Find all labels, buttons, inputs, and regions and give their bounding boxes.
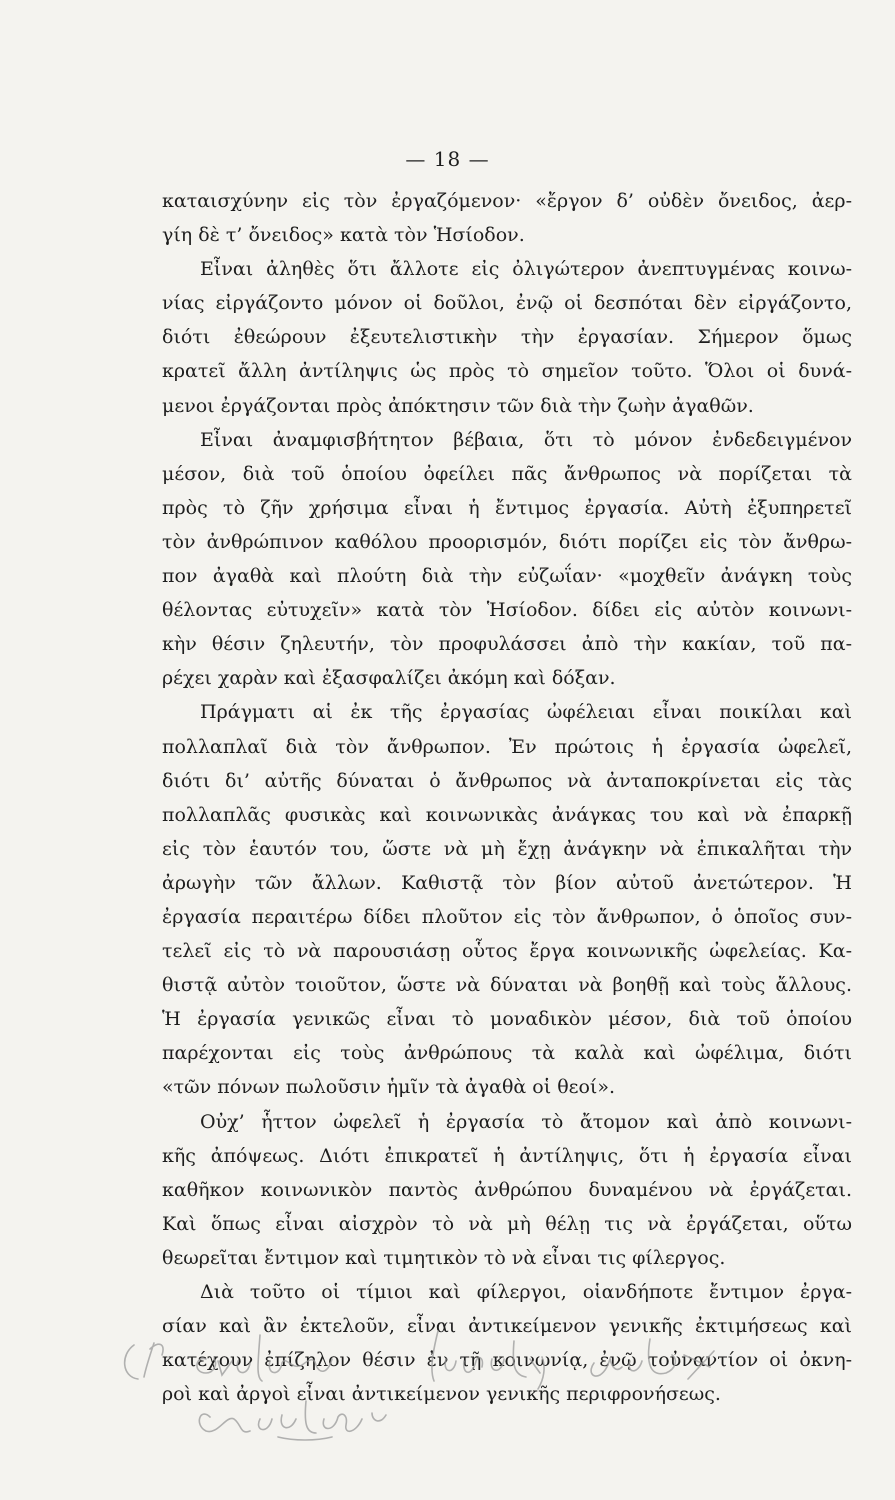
text-line: ρέχει χαρὰν καὶ ἐξασφαλίζει ἀκόμη καὶ δόξαν. [162,667,616,690]
text-line: σίαν καὶ ἂν ἐκτελοῦν, εἶναι ἀντικείμενον γενικῆς ἐκτιμήσεως καὶ [162,1315,852,1338]
text-line: ἀρωγὴν τῶν ἄλλων. Καθιστᾷ τὸν βίον αὐτοῦ ἀνετώτερον. Ἡ [162,871,852,894]
text-line: διότι δι’ αὐτῆς δύναται ὁ ἄνθρωπος νὰ ἀνταποκρίνεται εἰς τὰς [162,769,852,792]
text-line: κρατεῖ ἄλλη ἀντίληψις ὡς πρὸς τὸ σημεῖον τοῦτο. Ὅλοι οἱ δυνά- [162,360,852,383]
text-line: παρέχονται εἰς τοὺς ἀνθρώπους τὰ καλὰ καὶ ὠφέλιμα, διότι [162,1042,852,1065]
text-line: ροὶ καὶ ἀργοὶ εἶναι ἀντικείμενον γενικῆς περιφρονήσεως. [162,1383,721,1406]
text-line: ἐργασία περαιτέρω δίδει πλοῦτον εἰς τὸν ἄνθρωπον, ὁ ὁποῖος συν- [162,905,852,928]
text-line: διότι ἐθεώρουν ἐξευτελιστικὴν τὴν ἐργασίαν. Σήμερον ὅμως [162,326,852,349]
text-line: Καὶ ὅπως εἶναι αἰσχρὸν τὸ νὰ μὴ θέλῃ τις νὰ ἐργάζεται, οὕτω [162,1212,852,1235]
text-line: θιστᾷ αὐτὸν τοιοῦτον, ὥστε νὰ δύναται νὰ βοηθῇ καὶ τοὺς ἄλλους. [162,974,852,997]
text-line: Διὰ τοῦτο οἱ τίμιοι καὶ φίλεργοι, οἱανδήποτε ἔντιμον ἐργα- [200,1281,852,1303]
text-line: πολλαπλᾶς φυσικὰς καὶ κοινωνικὰς ἀνάγκας του καὶ νὰ ἐπαρκῇ [162,803,852,826]
text-line: καθῆκον κοινωνικὸν παντὸς ἀνθρώπου δυναμένου νὰ ἐργάζεται. [162,1178,852,1201]
text-line: κατέχουν ἐπίζηλον θέσιν ἐν τῇ κοινωνίᾳ, ἐνῷ τοὐναντίον οἱ ὀκνη- [162,1349,852,1372]
text-line: Ἡ ἐργασία γενικῶς εἶναι τὸ μοναδικὸν μέσον, διὰ τοῦ ὁποίου [162,1008,852,1031]
text-line: τὸν ἀνθρώπινον καθόλου προορισμόν, διότι πορίζει εἰς τὸν ἄνθρω- [162,530,852,553]
text-line: Οὐχ’ ἧττον ὠφελεῖ ἡ ἐργασία τὸ ἄτομον καὶ ἀπὸ κοινωνι- [200,1110,852,1133]
text-line: κῆς ἀπόψεως. Διότι ἐπικρατεῖ ἡ ἀντίληψις, ὅτι ἡ ἐργασία εἶναι [162,1144,852,1167]
text-line: τελεῖ εἰς τὸ νὰ παρουσιάσῃ οὗτος ἔργα κοινωνικῆς ὠφελείας. Κα- [162,940,852,963]
text-line: μέσον, διὰ τοῦ ὁποίου ὀφείλει πᾶς ἄνθρωπος νὰ πορίζεται τὰ [162,462,852,485]
text-line: γίη δὲ τ’ ὄνειδος» κατὰ τὸν Ἡσίοδον. [162,224,525,247]
pencil-handwriting-annotation [110,1315,830,1455]
page-number: — 18 — [405,147,490,171]
body-text [162,184,852,1411]
text-line: «τῶν πόνων πωλοῦσιν ἡμῖν τὰ ἀγαθὰ οἱ θεοί». [162,1076,616,1099]
text-line: θέλοντας εὐτυχεῖν» κατὰ τὸν Ἡσίοδον. δίδει εἰς αὐτὸν κοινωνι- [162,599,852,622]
text-line: εἰς τὸν ἑαυτόν του, ὥστε νὰ μὴ ἔχῃ ἀνάγκην νὰ ἐπικαλῆται τὴν [162,837,852,860]
text-line: Πράγματι αἱ ἐκ τῆς ἐργασίας ὠφέλειαι εἶναι ποικίλαι καὶ [200,701,852,724]
text-line: πρὸς τὸ ζῆν χρήσιμα εἶναι ἡ ἔντιμος ἐργασία. Αὐτὴ ἐξυπηρετεῖ [162,496,852,519]
text-line: θεωρεῖται ἔντιμον καὶ τιμητικὸν τὸ νὰ εἶναι τις φίλεργος. [162,1246,726,1269]
text-line: καταισχύνην εἰς τὸν ἐργαζόμενον· «ἔργον δ’ οὐδὲν ὄνειδος, ἀερ- [162,190,852,212]
text-line: πον ἀγαθὰ καὶ πλούτη διὰ τὴν εὐζωΐαν· «μοχθεῖν ἀνάγκη τοὺς [162,565,852,588]
text-line: Εἶναι ἀληθὲς ὅτι ἄλλοτε εἰς ὀλιγώτερον ἀνεπτυγμένας κοινω- [200,258,852,281]
text-line: νίας εἰργάζοντο μόνον οἱ δοῦλοι, ἐνῷ οἱ δεσπόται δὲν εἰργάζοντο, [162,292,852,315]
text-line: κὴν θέσιν ζηλευτήν, τὸν προφυλάσσει ἀπὸ τὴν κακίαν, τοῦ πα- [162,633,852,656]
text-line: πολλαπλαῖ διὰ τὸν ἄνθρωπον. Ἐν πρώτοις ἡ ἐργασία ὠφελεῖ, [162,735,852,758]
text-line: μενοι ἐργάζονται πρὸς ἀπόκτησιν τῶν διὰ τὴν ζωὴν ἀγαθῶν. [162,394,754,417]
text-line: Εἶναι ἀναμφισβήτητον βέβαια, ὅτι τὸ μόνον ἐνδεδειγμένον [200,428,852,451]
